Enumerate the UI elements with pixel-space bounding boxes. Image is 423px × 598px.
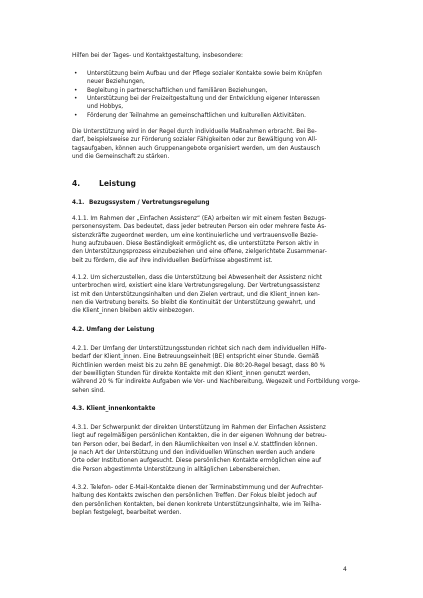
- paragraph-4-3-1: [72, 424, 362, 474]
- subsection-title: Bezugssystem / Vertretungsregelung: [89, 200, 210, 206]
- text-line: ist mit den Unterstützungsinhalten und den Zielen vertraut, und die Klient_innen ken-: [72, 291, 320, 298]
- text-line: Die Unterstützung wird in der Regel durch individuelle Maßnahmen erbracht. Bei Be-: [72, 129, 317, 135]
- paragraph-4-1-1: [72, 215, 362, 265]
- bullet-marker: •: [74, 96, 78, 103]
- text-line: die Person abgestimmte Unterstützung in alltäglichen Lebensbereichen.: [72, 466, 281, 473]
- subsection-heading-4-1: [72, 199, 209, 207]
- text-line: neuer Beziehungen,: [87, 79, 145, 86]
- bullet-item: [72, 95, 372, 112]
- text-line: 4.1.1. Im Rahmen der „Einfachen Assistenz“ (EA) arbeiten wir mit einem festen Bezugs-: [72, 216, 327, 222]
- text-line: haltung des Kontakts zwischen den persönlichen Treffen. Der Fokus bleibt jedoch auf: [72, 493, 317, 500]
- text-line: beit zu fördern, die auf ihre individuellen Bedürfnisse abgestimmt ist.: [72, 257, 273, 264]
- text-line: Unterstützung bei der Freizeitgestaltung und der Entwicklung eigener Interessen: [87, 96, 320, 103]
- text-line: und Hobbys,: [87, 104, 124, 111]
- text-line: den Unterstützungsprozess einzubeziehen und eine offene, zielgerichtete Zusammenar-: [72, 249, 327, 256]
- intro-paragraph: [72, 52, 362, 60]
- subsection-number: 4.2.: [72, 327, 85, 333]
- text-line: Förderung der Teilnahme an gemeinschaftlichen und kulturellen Aktivitäten.: [87, 112, 306, 119]
- text-line: der bewilligten Stunden für direkte Kontakte mit den Klient_innen genutzt werden,: [72, 371, 311, 378]
- bullet-marker: •: [74, 87, 78, 94]
- support-paragraph: [72, 128, 362, 161]
- text-line: nen die Vertretung bereits. So bleibt die Kontinuität der Unterstützung gewahrt, und: [72, 300, 316, 307]
- subsection-heading-4-2: [72, 326, 155, 334]
- text-line: liegt auf regelmäßigen persönlichen Kontakten, die in der eigenen Wohnung der betreu-: [72, 433, 327, 440]
- text-line: tagsaufgaben, können auch Gruppenangebote organisiert werden, um den Austausch: [72, 145, 321, 152]
- text-line: hung aufzubauen. Diese Beständigkeit ermöglicht es, die unterstützte Person aktiv in: [72, 241, 319, 248]
- text-line: Orte oder Institutionen aufgesucht. Diese persönlichen Kontakte ermöglichen eine auf: [72, 458, 322, 465]
- text-line: sehen sind.: [72, 387, 106, 394]
- text-line: darf, beispielsweise zur Förderung sozialer Fähigkeiten oder zur Bewältigung von All-: [72, 137, 318, 144]
- text-line: personensystem. Das bedeutet, dass jeder betreuten Person ein oder mehrere feste As-: [72, 224, 327, 231]
- section-number: 4.: [72, 179, 81, 188]
- subsection-number: 4.3.: [72, 406, 85, 412]
- text-line: 4.3.1. Der Schwerpunkt der direkten Unterstützung im Rahmen der Einfachen Assistenz: [72, 425, 326, 431]
- paragraph-4-2-1: [72, 345, 362, 395]
- subsection-heading-4-3: [72, 405, 155, 413]
- text-line: unterbrochen wird, existiert eine klare Vertretungsregelung. Der Vertretungsassistenz: [72, 283, 320, 290]
- text-line: die Klient_innen bleiben aktiv einbezogen.: [72, 308, 195, 315]
- bullet-marker: •: [74, 71, 78, 77]
- text-line: sistenzkräfte zugeordnet werden, um eine kontinuierliche und vertrauensvolle Bezie-: [72, 232, 318, 239]
- page-number: 4: [343, 566, 347, 573]
- text-line: ten Person oder, bei Bedarf, in den Räumlichkeiten von Insel e.V. stattfinden können.: [72, 441, 318, 448]
- text-line: Unterstützung beim Aufbau und der Pflege sozialer Kontakte sowie beim Knüpfen: [87, 71, 322, 77]
- text-line: 4.1.2. Um sicherzustellen, dass die Unterstützung bei Abwesenheit der Assistenz nicht: [72, 275, 323, 281]
- section-heading-4: [72, 179, 136, 189]
- text-line: Hilfen bei der Tages- und Kontaktgestaltung, insbesondere:: [72, 53, 243, 59]
- paragraph-4-3-2: [72, 484, 362, 517]
- bullet-marker: •: [74, 112, 78, 119]
- text-line: 4.3.2. Telefon- oder E-Mail-Kontakte dienen der Terminabstimmung und der Aufrechter-: [72, 485, 324, 491]
- text-line: und die Gemeinschaft zu stärken.: [72, 154, 170, 161]
- subsection-number: 4.1.: [72, 200, 85, 206]
- subsection-title: Umfang der Leistung: [86, 327, 155, 333]
- text-line: 4.2.1. Der Umfang der Unterstützungsstunden richtet sich nach dem individuellen Hilfe-: [72, 346, 327, 352]
- text-line: Je nach Art der Unterstützung und den individuellen Wünschen werden auch andere: [72, 450, 315, 457]
- paragraph-4-1-2: [72, 274, 362, 316]
- support-bullet-list: [72, 70, 372, 120]
- text-line: Richtlinien werden meist bis zu zehn BE genehmigt. Die 80:20-Regel besagt, dass 80 %: [72, 362, 326, 369]
- section-title: Leistung: [99, 179, 136, 188]
- subsection-title: Klient_innenkontakte: [86, 406, 156, 412]
- bullet-item: [72, 70, 372, 87]
- text-line: bedarf der Klient_innen. Eine Betreuungseinheit (BE) entspricht einer Stunde. Gemäß: [72, 354, 319, 361]
- text-line: Begleitung in partnerschaftlichen und familiären Beziehungen,: [87, 87, 268, 94]
- text-line: während 20 % für indirekte Aufgaben wie Vor- und Nachbereitung, Wegezeit und Fortbildung vorge-: [72, 379, 361, 386]
- text-line: den persönlichen Kontakten, bei denen konkrete Unterstützungsinhalte, wie im Teilha-: [72, 501, 322, 508]
- text-line: beplan festgelegt, bearbeitet werden.: [72, 510, 182, 517]
- bullet-item: [72, 87, 372, 95]
- bullet-item: [72, 112, 372, 120]
